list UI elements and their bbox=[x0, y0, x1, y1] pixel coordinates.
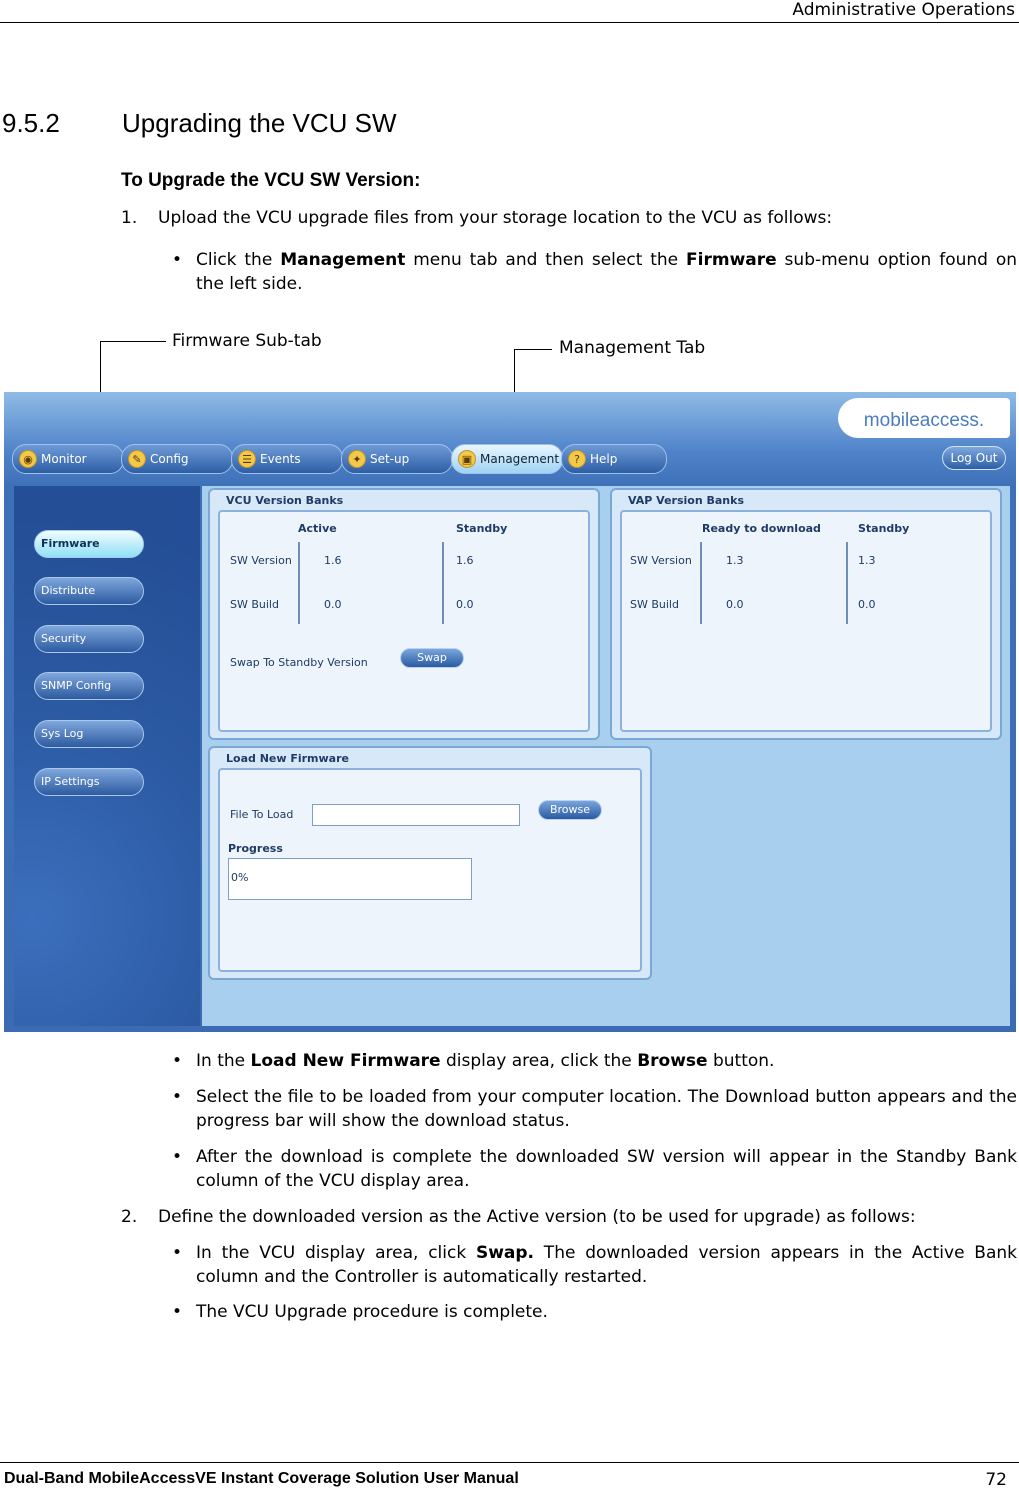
vcu-version-banks-panel bbox=[208, 488, 600, 740]
tab-label: Management bbox=[480, 452, 560, 466]
bullet-text: button. bbox=[707, 1051, 775, 1071]
bullet-text: sub-menu option found on the left side. bbox=[196, 250, 1017, 294]
events-icon: ☰ bbox=[238, 450, 256, 468]
tab-label: Set-up bbox=[370, 452, 410, 466]
bullet-text: In the bbox=[196, 1051, 251, 1071]
bullet-text: In the VCU display area, click bbox=[196, 1243, 476, 1263]
ready-sw-build: 0.0 bbox=[726, 598, 744, 611]
step-number: 2. bbox=[121, 1207, 138, 1227]
bullet-dot: • bbox=[172, 1302, 183, 1322]
step-text: Upload the VCU upgrade files from your storage location to the VCU as follows: bbox=[158, 208, 833, 228]
sidebar-item-firmware[interactable]: Firmware bbox=[34, 530, 144, 558]
tab-label: Monitor bbox=[41, 452, 87, 466]
bullet-bold: Swap. bbox=[475, 1243, 535, 1263]
bullet-text: The VCU Upgrade procedure is complete. bbox=[196, 1302, 548, 1322]
swap-button[interactable]: Swap bbox=[400, 648, 464, 668]
tab-label: Events bbox=[260, 452, 301, 466]
col-active: Active bbox=[298, 522, 337, 535]
row-sw-build: SW Build bbox=[630, 598, 679, 611]
ready-sw-version: 1.3 bbox=[726, 554, 744, 567]
load-inner bbox=[218, 768, 642, 972]
load-new-firmware-panel bbox=[208, 746, 652, 980]
progress-label: Progress bbox=[228, 842, 283, 855]
monitor-icon: ◉ bbox=[19, 450, 37, 468]
bullet-dot: • bbox=[172, 1147, 183, 1167]
vcu-inner bbox=[218, 510, 590, 732]
panel-title: VAP Version Banks bbox=[628, 494, 745, 507]
callout-firmware-subtab: Firmware Sub-tab bbox=[172, 331, 322, 351]
tab-label: Config bbox=[150, 452, 189, 466]
step-1 bbox=[121, 206, 1001, 230]
tab-setup[interactable] bbox=[341, 444, 453, 474]
section-number: 9.5.2 bbox=[2, 108, 60, 138]
bullet-text: After the download is complete the downloaded SW version will appear in the Standby Bank column of the VCU display area. bbox=[196, 1147, 1017, 1191]
running-header: Administrative Operations bbox=[792, 0, 1015, 20]
file-to-load-label: File To Load bbox=[230, 808, 294, 821]
bullet-text: Click the bbox=[196, 250, 281, 270]
row-sw-version: SW Version bbox=[230, 554, 292, 567]
row-sw-version: SW Version bbox=[630, 554, 692, 567]
active-sw-build: 0.0 bbox=[324, 598, 342, 611]
bullet-complete bbox=[172, 1300, 1017, 1324]
bullet-dot: • bbox=[172, 250, 183, 270]
bullet-text: The downloaded version appears in the Active Bank column and the Controller is automatically restarted. bbox=[196, 1243, 1017, 1287]
divider bbox=[846, 542, 848, 624]
footer-manual-title: Dual-Band MobileAccessVE Instant Coverage Solution User Manual bbox=[4, 1470, 519, 1487]
divider bbox=[298, 542, 300, 624]
divider bbox=[700, 542, 702, 624]
tab-management[interactable] bbox=[451, 444, 563, 474]
swap-label: Swap To Standby Version bbox=[230, 656, 368, 669]
tab-events[interactable] bbox=[231, 444, 343, 474]
standby-sw-version: 1.3 bbox=[858, 554, 876, 567]
callout-management-tab: Management Tab bbox=[559, 338, 706, 358]
standby-sw-build: 0.0 bbox=[456, 598, 474, 611]
sidebar-item-snmp-config[interactable]: SNMP Config bbox=[34, 672, 144, 700]
progress-box bbox=[228, 858, 472, 900]
setup-icon: ✦ bbox=[348, 450, 366, 468]
ui-screenshot bbox=[4, 392, 1016, 1032]
panel-title: Load New Firmware bbox=[226, 752, 349, 765]
footer-rule bbox=[0, 1462, 1019, 1463]
tab-config[interactable] bbox=[121, 444, 233, 474]
bullet-bold: Firmware bbox=[686, 250, 777, 270]
main-content bbox=[202, 486, 1010, 1026]
procedure-title: To Upgrade the VCU SW Version: bbox=[121, 170, 421, 191]
section-heading bbox=[2, 108, 397, 139]
bullet-management bbox=[172, 248, 1017, 296]
vap-version-banks-panel bbox=[610, 488, 1002, 740]
col-ready: Ready to download bbox=[702, 522, 821, 535]
step-number: 1. bbox=[121, 208, 138, 228]
sidebar-item-distribute[interactable]: Distribute bbox=[34, 577, 144, 605]
tab-monitor[interactable] bbox=[12, 444, 124, 474]
tab-help[interactable] bbox=[561, 444, 667, 474]
active-sw-version: 1.6 bbox=[324, 554, 342, 567]
logout-button[interactable]: Log Out bbox=[942, 446, 1006, 470]
tab-label: Help bbox=[590, 452, 618, 466]
header-rule bbox=[0, 22, 1019, 23]
management-icon: ▣ bbox=[458, 450, 476, 468]
bullet-browse bbox=[172, 1049, 1017, 1073]
bullet-bold: Load New Firmware bbox=[250, 1051, 441, 1071]
sidebar-item-ip-settings[interactable]: IP Settings bbox=[34, 768, 144, 796]
page-number: 72 bbox=[985, 1470, 1007, 1490]
vap-inner bbox=[620, 510, 992, 732]
bullet-download-complete bbox=[172, 1145, 1017, 1193]
bullet-text: menu tab and then select the bbox=[405, 250, 687, 270]
bullet-bold: Browse bbox=[637, 1051, 708, 1071]
sidebar-item-security[interactable]: Security bbox=[34, 625, 144, 653]
sidebar-item-sys-log[interactable]: Sys Log bbox=[34, 720, 144, 748]
panel-title: VCU Version Banks bbox=[226, 494, 344, 507]
bullet-text: display area, click the bbox=[440, 1051, 638, 1071]
step-text: Define the downloaded version as the Active version (to be used for upgrade) as follows: bbox=[158, 1207, 916, 1227]
progress-value: 0% bbox=[231, 871, 249, 884]
bullet-swap bbox=[172, 1241, 1017, 1289]
step-2 bbox=[121, 1205, 1001, 1229]
bullet-dot: • bbox=[172, 1051, 183, 1071]
bullet-dot: • bbox=[172, 1243, 183, 1263]
divider bbox=[442, 542, 444, 624]
bullet-bold: Management bbox=[280, 250, 406, 270]
browse-button[interactable]: Browse bbox=[538, 800, 602, 820]
col-standby: Standby bbox=[858, 522, 910, 535]
bullet-dot: • bbox=[172, 1087, 183, 1107]
help-icon: ? bbox=[568, 450, 586, 468]
col-standby: Standby bbox=[456, 522, 508, 535]
row-sw-build: SW Build bbox=[230, 598, 279, 611]
standby-sw-version: 1.6 bbox=[456, 554, 474, 567]
standby-sw-build: 0.0 bbox=[858, 598, 876, 611]
mobileaccess-logo: mobileaccess. bbox=[838, 398, 1010, 438]
sidebar bbox=[14, 486, 200, 1026]
file-to-load-input[interactable] bbox=[312, 804, 520, 826]
bullet-select-file bbox=[172, 1085, 1017, 1133]
bullet-text: Select the file to be loaded from your computer location. The Download button appears and the progress bar will show the download status. bbox=[196, 1087, 1017, 1131]
wrench-icon: ✎ bbox=[128, 450, 146, 468]
section-title: Upgrading the VCU SW bbox=[122, 108, 397, 138]
